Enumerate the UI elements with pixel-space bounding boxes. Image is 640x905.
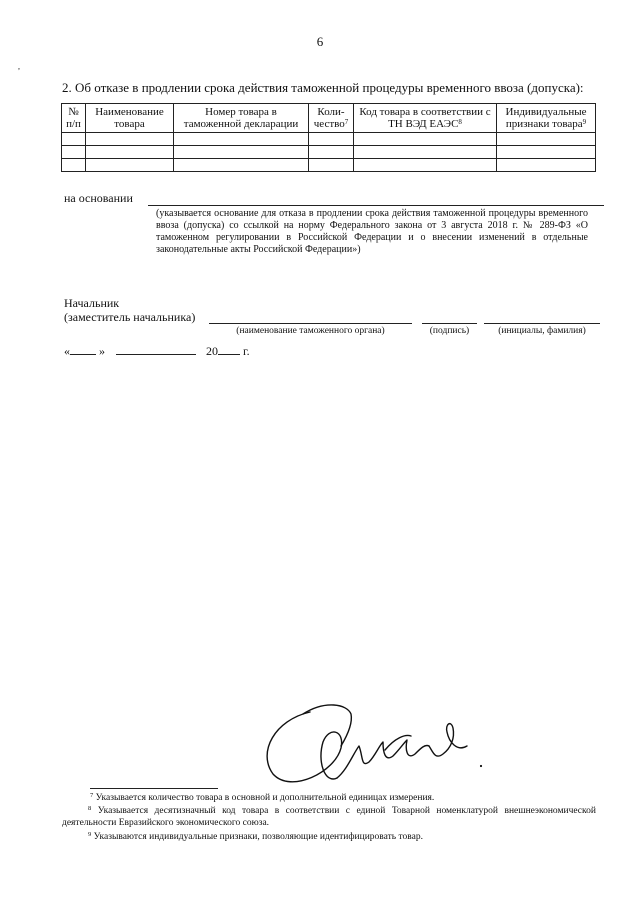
footnote-9: $^9$ Указываются индивидуальные признаки, позволяющие идентифицировать товар. — [88, 831, 423, 842]
goods-table — [61, 103, 596, 172]
name-fill-line — [484, 323, 600, 324]
footnote-separator — [90, 788, 218, 789]
basis-fill-line — [148, 205, 604, 206]
header-cell-name: Наименование товара — [86, 104, 174, 133]
basis-note: (указывается основание для отказа в продлении срока действия таможенной процедуры временного ввоза (допуска) со ссылкой на норму Федерального закона от 3 августа 2018 г. № 289-ФЗ «О таможенном регулировании в Российской Федерации и о внесении изменений в отдельные законодательные акты Российской Федерации») — [156, 208, 588, 255]
header-cell-individual-features: Индивидуальные признаки товара$^9$ — [497, 104, 596, 133]
date-open-quote: « — [64, 344, 70, 358]
date-year-suffix: г. — [243, 344, 250, 358]
basis-label: на основании — [64, 191, 133, 205]
signature-fill-line — [422, 323, 477, 324]
header-cell-quantity: Коли-чество$^7$ — [309, 104, 354, 133]
table-row — [62, 146, 596, 159]
table-row — [62, 133, 596, 146]
signature-image — [255, 690, 495, 800]
caption-name: (инициалы, фамилия) — [498, 326, 586, 336]
caption-signature: (подпись) — [429, 326, 470, 336]
signatory-line1: Начальник — [64, 296, 120, 310]
authority-fill-line — [209, 323, 412, 324]
date-day-line — [70, 354, 96, 355]
date-year-prefix: 20 — [206, 344, 218, 358]
header-cell-number: № п/п — [62, 104, 86, 133]
section-heading: 2. Об отказе в продлении срока действия таможенной процедуры временного ввоза (допуска): — [62, 80, 584, 95]
page-number: 6 — [316, 34, 324, 49]
caption-authority: (наименование таможенного органа) — [236, 326, 385, 336]
footnote-8: $^8$ Указывается десятизначный код товара в соответствии с единой Товарной номенклатурой внешнеэкономической деятельности Евразийского экономического союза. — [62, 805, 596, 828]
margin-mark: , — [18, 62, 20, 71]
header-cell-declaration-number: Номер товара в таможенной декларации — [174, 104, 309, 133]
date-row — [64, 344, 250, 359]
date-month-line — [116, 354, 196, 355]
table-header-row — [62, 104, 596, 133]
date-close-quote: » — [99, 344, 105, 358]
signatory-title — [64, 296, 195, 324]
footnote-7: $^7$ Указывается количество товара в основной и дополнительной единицах измерения. — [90, 792, 435, 803]
header-cell-tnved-code: Код товара в соответствии с ТН ВЭД ЕАЭС$^8$ — [354, 104, 497, 133]
table-row — [62, 159, 596, 172]
date-year-line — [218, 354, 240, 355]
signatory-line2: (заместитель начальника) — [64, 310, 196, 324]
